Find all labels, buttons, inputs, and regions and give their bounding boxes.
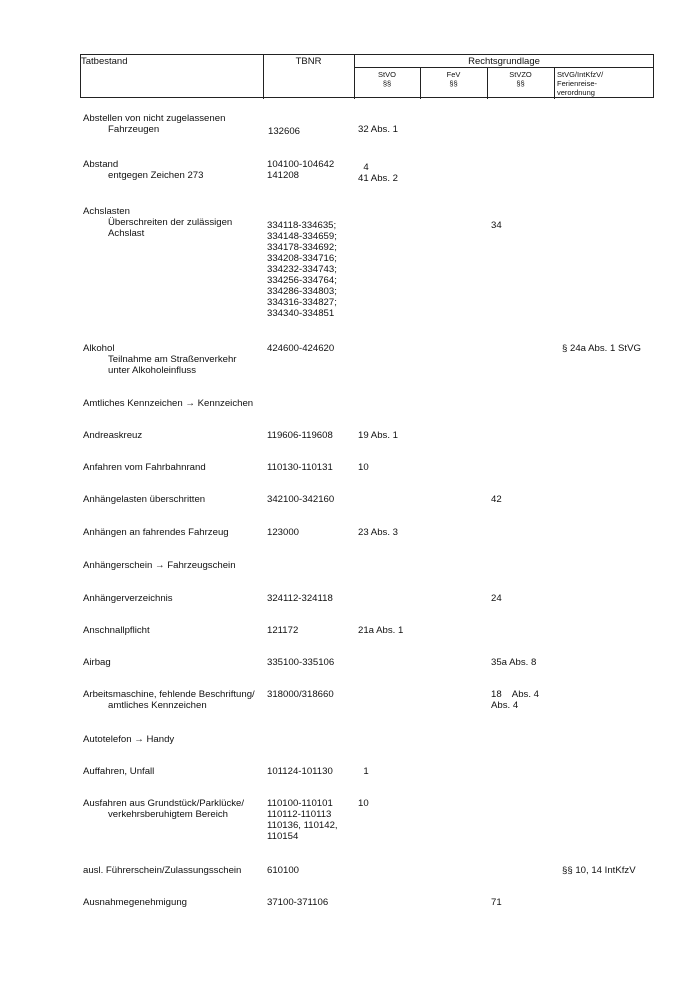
header-rechtsgrundlage: Rechtsgrundlage bbox=[468, 56, 540, 67]
tatbestand-text: Anhängerverzeichnis bbox=[83, 593, 173, 604]
tbnr-value: 335100-335106 bbox=[267, 657, 335, 668]
tatbestand-text: entgegen Zeichen 273 bbox=[108, 170, 204, 181]
tbnr-value: 610100 bbox=[267, 865, 300, 876]
stvo-value: 41 Abs. 2 bbox=[358, 173, 399, 184]
header-divider bbox=[554, 67, 555, 99]
tatbestand-text: Ausnahmegenehmigung bbox=[83, 897, 188, 908]
tbnr-value: 334148-334659; bbox=[267, 231, 337, 242]
tatbestand-text: Auffahren, Unfall bbox=[83, 766, 155, 777]
tatbestand-text: Anschnallpflicht bbox=[83, 625, 150, 636]
tatbestand-text: Fahrzeugen bbox=[108, 124, 160, 135]
header-stvg: StVG/IntKfzV/ Ferienreise- verordnung bbox=[557, 70, 604, 97]
tbnr-value: 334208-334716; bbox=[267, 253, 337, 264]
tbnr-value: 334286-334803; bbox=[267, 286, 337, 297]
tbnr-value: 334178-334692; bbox=[267, 242, 337, 253]
tbnr-value: 110100-110101 bbox=[267, 798, 333, 809]
tbnr-value: 342100-342160 bbox=[267, 494, 335, 505]
stvo-value: 19 Abs. 1 bbox=[358, 430, 399, 441]
tatbestand-text: Anhängelasten überschritten bbox=[83, 494, 206, 505]
tbnr-value: 37100-371106 bbox=[267, 897, 329, 908]
tatbestand-text: ausl. Führerschein/Zulassungsschein bbox=[83, 865, 242, 876]
stvo-value: 10 bbox=[358, 798, 369, 809]
stvzo-value: 34 bbox=[491, 220, 502, 231]
tatbestand-text: Teilnahme am Straßenverkehr bbox=[108, 354, 237, 365]
tbnr-value: 110130-110131 bbox=[267, 462, 333, 473]
tatbestand-text: Airbag bbox=[83, 657, 111, 668]
tatbestand-text: Autotelefon → Handy bbox=[83, 734, 175, 745]
tatbestand-text: Alkohol bbox=[83, 343, 115, 354]
table-header bbox=[80, 54, 654, 98]
header-tbnr: TBNR bbox=[295, 56, 322, 67]
tbnr-value: 334340-334851 bbox=[267, 308, 335, 319]
tbnr-value: 110136, 110142, bbox=[267, 820, 338, 831]
stvo-value: 1 bbox=[358, 766, 369, 777]
tbnr-value: 110112-110113 bbox=[267, 809, 332, 820]
tatbestand-text: Andreaskreuz bbox=[83, 430, 143, 441]
tbnr-value: 132606 bbox=[268, 126, 301, 137]
stvo-value: 23 Abs. 3 bbox=[358, 527, 399, 538]
header-stvo: StVO §§ bbox=[378, 70, 396, 88]
tbnr-value: 424600-424620 bbox=[267, 343, 335, 354]
tbnr-value: 121172 bbox=[267, 625, 299, 636]
header-stvzo: StVZO §§ bbox=[509, 70, 532, 88]
tatbestand-text: Arbeitsmaschine, fehlende Beschriftung/ bbox=[83, 689, 255, 700]
stvzo-value: 35a Abs. 8 bbox=[491, 657, 537, 668]
tbnr-value: 123000 bbox=[267, 527, 300, 538]
tatbestand-text: Achslast bbox=[108, 228, 145, 239]
stvg-value: § 24a Abs. 1 StVG bbox=[562, 343, 641, 354]
header-fev: FeV §§ bbox=[446, 70, 461, 88]
stvzo-value: 71 bbox=[491, 897, 502, 908]
stvo-value: 32 Abs. 1 bbox=[358, 124, 399, 135]
tbnr-value: 334118-334635; bbox=[267, 220, 337, 231]
tbnr-value: 104100-104642 bbox=[267, 159, 335, 170]
tatbestand-text: Anhängerschein → Fahrzeugschein bbox=[83, 560, 236, 571]
tatbestand-text: Überschreiten der zulässigen bbox=[108, 217, 233, 228]
tbnr-value: 334256-334764; bbox=[267, 275, 337, 286]
stvo-value: 21a Abs. 1 bbox=[358, 625, 404, 636]
stvo-value: 10 bbox=[358, 462, 369, 473]
stvzo-value: 24 bbox=[491, 593, 502, 604]
tbnr-value: 119606-119608 bbox=[267, 430, 333, 441]
tbnr-value: 141208 bbox=[267, 170, 300, 181]
tatbestand-text: Amtliches Kennzeichen → Kennzeichen bbox=[83, 398, 254, 409]
tatbestand-text: Abstellen von nicht zugelassenen bbox=[83, 113, 226, 124]
tatbestand-text: verkehrsberuhigtem Bereich bbox=[108, 809, 228, 820]
header-tatbestand: Tatbestand bbox=[81, 56, 128, 67]
tbnr-value: 110154 bbox=[267, 831, 299, 842]
stvzo-value: 42 bbox=[491, 494, 502, 505]
tatbestand-text: Abstand bbox=[83, 159, 119, 170]
tatbestand-text: Ausfahren aus Grundstück/Parklücke/ bbox=[83, 798, 245, 809]
stvzo-value: 18 Abs. 4 bbox=[491, 689, 540, 700]
stvg-value: §§ 10, 14 IntKfzV bbox=[562, 865, 636, 876]
header-divider bbox=[354, 67, 654, 68]
tbnr-value: 318000/318660 bbox=[267, 689, 334, 700]
tatbestand-text: amtliches Kennzeichen bbox=[108, 700, 207, 711]
tatbestand-text: Achslasten bbox=[83, 206, 130, 217]
tatbestand-text: Anhängen an fahrendes Fahrzeug bbox=[83, 527, 229, 538]
tbnr-value: 334316-334827; bbox=[267, 297, 337, 308]
tatbestand-text: Anfahren vom Fahrbahnrand bbox=[83, 462, 206, 473]
tbnr-value: 101124-101130 bbox=[267, 766, 333, 777]
tbnr-value: 324112-324118 bbox=[267, 593, 333, 604]
tbnr-value: 334232-334743; bbox=[267, 264, 337, 275]
stvzo-value: Abs. 4 bbox=[491, 700, 519, 711]
stvo-value: 4 bbox=[358, 162, 369, 173]
tatbestand-text: unter Alkoholeinfluss bbox=[108, 365, 196, 376]
